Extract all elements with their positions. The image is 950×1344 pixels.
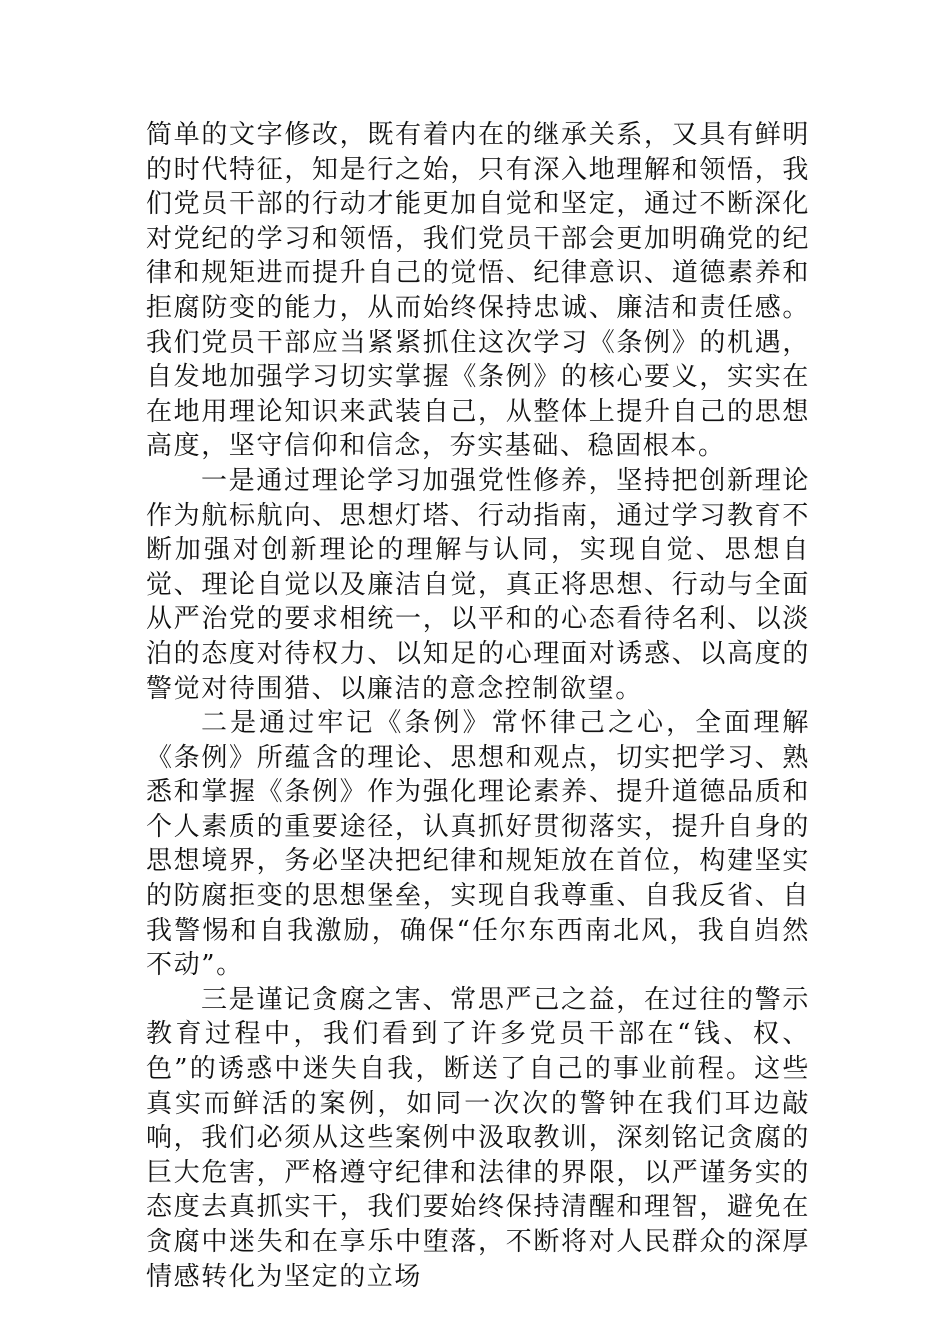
paragraph-continuation: 简单的文字修改，既有着内在的继承关系，又具有鲜明的时代特征，知是行之始，只有深入地理解和领悟，我们党员干部的行动才能更加自觉和坚定，通过不断深化对党纪的学习和领悟，我们党员干部会更加明确党的纪律和规矩进而提升自己的觉悟、纪律意识、道德素养和拒腐防变的能力，从而始终保持忠诚、廉洁和责任感。我们党员干部应当紧紧抓住这次学习《条例》的机遇，自发地加强学习切实掌握《条例》的核心要义，实实在在地用理论知识来武装自己，从整体上提升自己的思想高度，坚守信仰和信念，夯实基础、稳固根本。 <box>146 120 810 462</box>
paragraph-point-two: 二是通过牢记《条例》常怀律己之心，全面理解《条例》所蕴含的理论、思想和观点，切实把学习、熟悉和掌握《条例》作为强化理论素养、提升道德品质和个人素质的重要途径，认真抓好贯彻落实，提升自身的思想境界，务必坚决把纪律和规矩放在首位，构建坚实的防腐拒变的思想堡垒，实现自我尊重、自我反省、自我警惕和自我激励，确保“任尔东西南北风，我自岿然不动”。 <box>146 708 810 981</box>
document-body <box>146 118 810 1294</box>
paragraph-point-three: 三是谨记贪腐之害、常思严己之益，在过往的警示教育过程中，我们看到了许多党员干部在“钱、权、色”的诱惑中迷失自我，断送了自己的事业前程。这些真实而鲜活的案例，如同一次次的警钟在我们耳边敲响，我们必须从这些案例中汲取教训，深刻铭记贪腐的巨大危害，严格遵守纪律和法律的界限，以严谨务实的态度去真抓实干，我们要始终保持清醒和理智，避免在贪腐中迷失和在享乐中堕落，不断将对人民群众的深厚情感转化为坚定的立场 <box>146 984 810 1292</box>
paragraph-point-one: 一是通过理论学习加强党性修养，坚持把创新理论作为航标航向、思想灯塔、行动指南，通过学习教育不断加强对创新理论的理解与认同，实现自觉、思想自觉、理论自觉以及廉洁自觉，真正将思想、行动与全面从严治党的要求相统一，以平和的心态看待名利、以淡泊的态度对待权力、以知足的心理面对诱惑、以高度的警觉对待围猎、以廉洁的意念控制欲望。 <box>146 465 810 704</box>
